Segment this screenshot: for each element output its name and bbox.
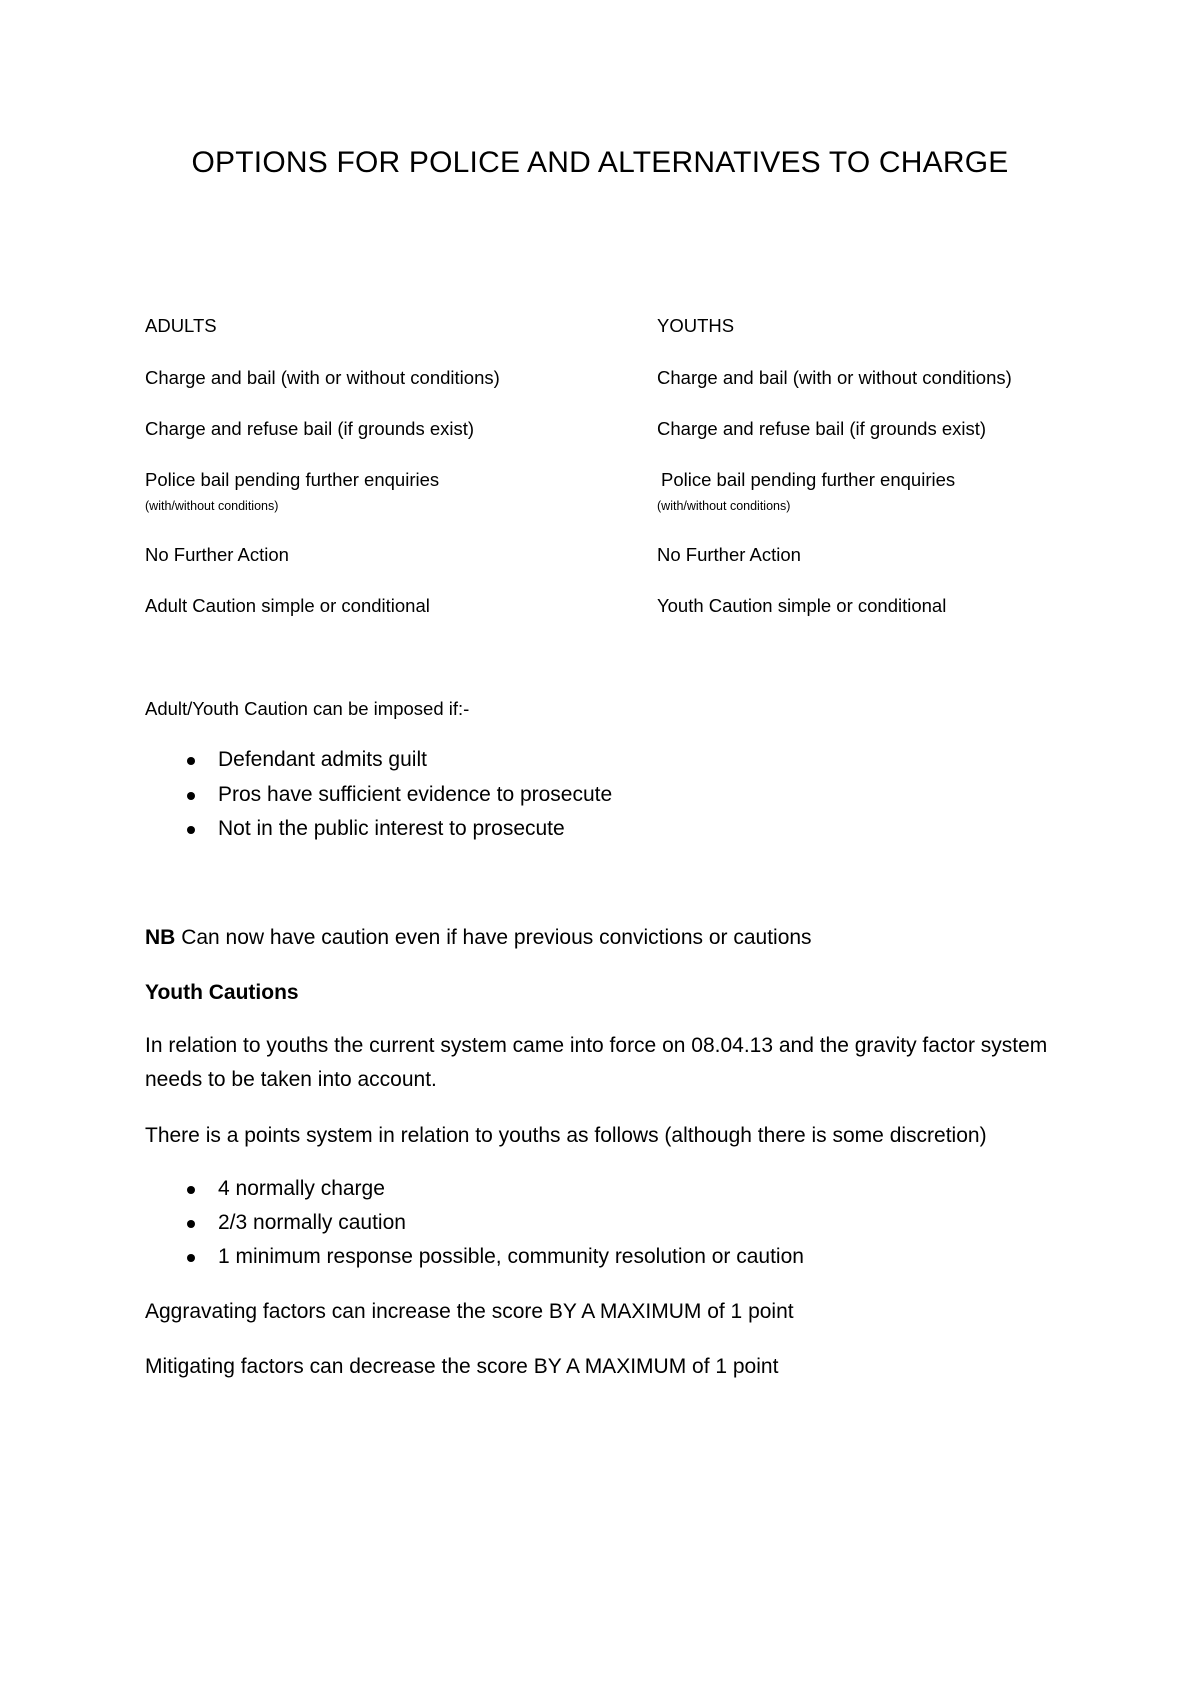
youths-item: Charge and refuse bail (if grounds exist) — [657, 418, 987, 439]
youths-item: Police bail pending further enquiries — [661, 469, 956, 490]
youths-item: Charge and bail (with or without conditions) — [657, 367, 1012, 388]
mitigating-factors-text: Mitigating factors can decrease the score BY A MAXIMUM of 1 point — [145, 1355, 779, 1378]
adults-item: Charge and refuse bail (if grounds exist) — [145, 418, 475, 439]
bullet-icon — [187, 1254, 195, 1262]
document-title: OPTIONS FOR POLICE AND ALTERNATIVES TO CHARGE — [191, 146, 1009, 179]
points-system-paragraph: There is a points system in relation to youths as follows (although there is some discretion) — [145, 1124, 987, 1147]
adults-item: Adult Caution simple or conditional — [145, 595, 430, 616]
bullet-icon — [187, 792, 195, 800]
list-item: Not in the public interest to prosecute — [218, 817, 565, 840]
bullet-icon — [187, 826, 195, 834]
caution-conditions-intro: Adult/Youth Caution can be imposed if:- — [145, 698, 470, 719]
list-item: 4 normally charge — [218, 1177, 385, 1200]
list-item: Defendant admits guilt — [218, 748, 427, 771]
youths-heading: YOUTHS — [657, 315, 735, 336]
bullet-icon — [187, 757, 195, 765]
adults-heading: ADULTS — [145, 315, 217, 336]
youths-item: Youth Caution simple or conditional — [657, 595, 947, 616]
adults-police-bail-note: (with/without conditions) — [145, 499, 279, 513]
nb-note — [145, 926, 812, 950]
youth-cautions-heading: Youth Cautions — [145, 981, 299, 1004]
nb-text: Can now have caution even if have previous convictions or cautions — [181, 926, 812, 949]
bullet-icon — [187, 1220, 195, 1228]
youths-item: No Further Action — [657, 544, 801, 565]
aggravating-factors-text: Aggravating factors can increase the score BY A MAXIMUM of 1 point — [145, 1300, 794, 1323]
nb-label: NB — [145, 926, 176, 949]
youth-cautions-paragraph: In relation to youths the current system came into force on 08.04.13 and the gravity factor system needs to be taken into account. — [145, 1034, 1048, 1091]
adults-item: No Further Action — [145, 544, 289, 565]
adults-item: Charge and bail (with or without conditions) — [145, 367, 500, 388]
list-item: 1 minimum response possible, community resolution or caution — [218, 1245, 804, 1268]
bullet-icon — [187, 1186, 195, 1194]
youths-police-bail-note: (with/without conditions) — [657, 499, 791, 513]
adults-item: Police bail pending further enquiries — [145, 469, 440, 490]
list-item: 2/3 normally caution — [218, 1211, 406, 1234]
list-item: Pros have sufficient evidence to prosecute — [218, 783, 613, 806]
